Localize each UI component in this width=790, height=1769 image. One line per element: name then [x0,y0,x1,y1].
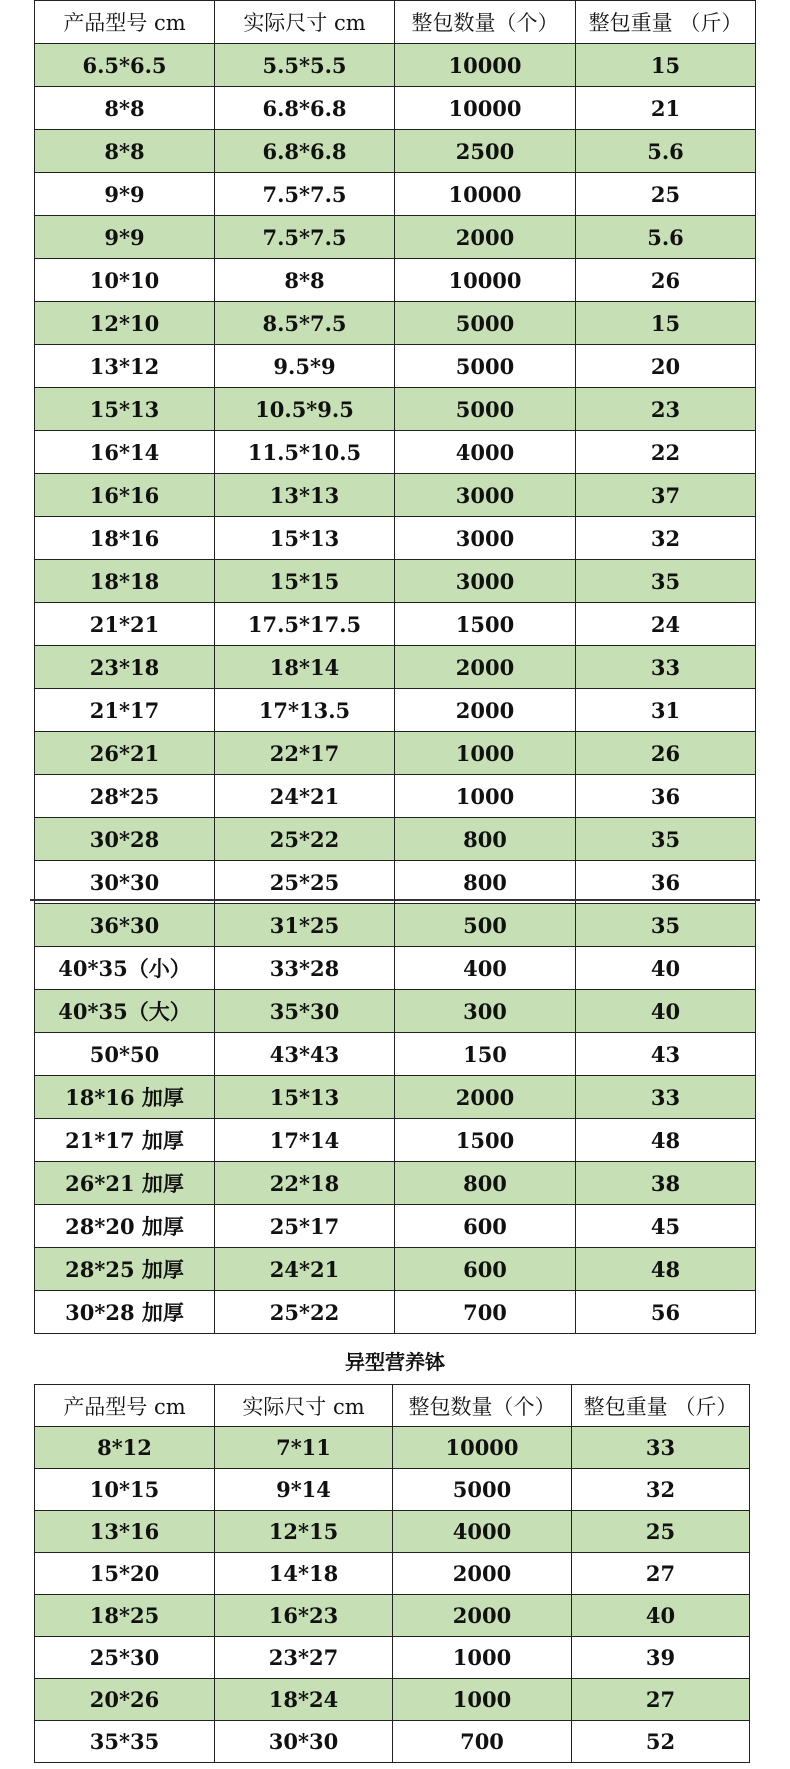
table-cell: 28*25 加厚 [35,1248,215,1291]
table-cell: 22*17 [215,732,395,775]
table-row [35,1511,750,1553]
table-row [35,560,756,603]
table-cell: 17*13.5 [215,689,395,732]
table-cell: 25 [572,1511,750,1553]
table-cell: 30*30 [215,1721,393,1763]
table-cell: 10000 [395,44,576,87]
table-cell: 40*35（大） [35,990,215,1033]
table-cell: 9*9 [35,173,215,216]
table-cell: 26*21 [35,732,215,775]
table-cell: 33*28 [215,947,395,990]
table-cell: 24 [576,603,756,646]
table-cell: 35*30 [215,990,395,1033]
table-cell: 43 [576,1033,756,1076]
table-cell: 14*18 [215,1553,393,1595]
table-cell: 2000 [393,1595,572,1637]
table-cell: 1500 [395,1119,576,1162]
table-cell: 36 [576,775,756,818]
table-cell: 15 [576,302,756,345]
table-row [35,87,756,130]
table-row [35,517,756,560]
table-cell: 10*15 [35,1469,215,1511]
table-cell: 10000 [393,1427,572,1469]
table-cell: 13*13 [215,474,395,517]
table-row [35,1119,756,1162]
table-cell: 700 [395,1291,576,1334]
table-cell: 23*27 [215,1637,393,1679]
table-cell: 56 [576,1291,756,1334]
table-row [35,1679,750,1721]
table-cell: 18*18 [35,560,215,603]
table-cell: 1000 [395,775,576,818]
column-header: 实际尺寸 cm [215,1,395,44]
table-cell: 15*15 [215,560,395,603]
special-shape-table [34,1384,750,1763]
table-cell: 8*8 [215,259,395,302]
table-cell: 45 [576,1205,756,1248]
table-cell: 1000 [393,1637,572,1679]
table-cell: 9.5*9 [215,345,395,388]
table-cell: 40 [576,947,756,990]
table-cell: 25*30 [35,1637,215,1679]
table-row [35,861,756,904]
table-header-row [35,1385,750,1427]
table-cell: 52 [572,1721,750,1763]
table-cell: 31 [576,689,756,732]
table-cell: 400 [395,947,576,990]
table-cell: 17*14 [215,1119,395,1162]
table-cell: 13*16 [35,1511,215,1553]
table-cell: 36 [576,861,756,904]
table-cell: 15*13 [215,517,395,560]
table-row [35,646,756,689]
table-row [35,1248,756,1291]
table-cell: 8*8 [35,130,215,173]
table-cell: 27 [572,1553,750,1595]
table-cell: 40 [572,1595,750,1637]
table-cell: 48 [576,1248,756,1291]
column-header: 产品型号 cm [35,1,215,44]
table-cell: 1500 [395,603,576,646]
column-header: 整包重量 （斤） [576,1,756,44]
table-cell: 7.5*7.5 [215,216,395,259]
table-row [35,1595,750,1637]
table-cell: 4000 [395,431,576,474]
table-cell: 26 [576,732,756,775]
table-cell: 32 [572,1469,750,1511]
table-cell: 40 [576,990,756,1033]
table-row [35,130,756,173]
table-row [35,345,756,388]
table-cell: 15 [576,44,756,87]
special-shape-table-body [35,1385,750,1763]
column-header: 产品型号 cm [35,1385,215,1427]
table-cell: 800 [395,861,576,904]
table-cell: 10.5*9.5 [215,388,395,431]
table-cell: 28*25 [35,775,215,818]
table-cell: 23 [576,388,756,431]
table-cell: 26 [576,259,756,302]
table-row [35,1721,750,1763]
size-table-large [34,903,756,1334]
table-cell: 3000 [395,474,576,517]
table-row [35,947,756,990]
table-row [35,259,756,302]
table-row [35,990,756,1033]
table-header-row [35,1,756,44]
table-cell: 300 [395,990,576,1033]
table-cell: 15*13 [35,388,215,431]
table-row [35,1553,750,1595]
table-cell: 24*21 [215,775,395,818]
table-cell: 6.8*6.8 [215,130,395,173]
table-cell: 40*35（小） [35,947,215,990]
table-cell: 21*21 [35,603,215,646]
table-cell: 21 [576,87,756,130]
table-row [35,1291,756,1334]
table-cell: 30*28 加厚 [35,1291,215,1334]
table-cell: 13*12 [35,345,215,388]
table-cell: 150 [395,1033,576,1076]
table-cell: 1000 [393,1679,572,1721]
table-cell: 43*43 [215,1033,395,1076]
table-cell: 25*22 [215,818,395,861]
table-cell: 21*17 [35,689,215,732]
table-cell: 28*20 加厚 [35,1205,215,1248]
table-cell: 5.5*5.5 [215,44,395,87]
table-cell: 16*16 [35,474,215,517]
table-row [35,1637,750,1679]
table-cell: 30*28 [35,818,215,861]
table-cell: 48 [576,1119,756,1162]
table-row [35,216,756,259]
table-cell: 500 [395,904,576,947]
table-cell: 12*15 [215,1511,393,1553]
table-cell: 35 [576,818,756,861]
table-cell: 27 [572,1679,750,1721]
table-row [35,302,756,345]
table-row [35,818,756,861]
table-cell: 10000 [395,173,576,216]
table-cell: 800 [395,818,576,861]
table-cell: 2000 [395,1076,576,1119]
table-cell: 37 [576,474,756,517]
table-row [35,689,756,732]
table-row [35,732,756,775]
table-cell: 2000 [395,216,576,259]
size-table-main-body [35,1,756,904]
table-cell: 9*9 [35,216,215,259]
table-cell: 35 [576,560,756,603]
table-cell: 22 [576,431,756,474]
table-cell: 38 [576,1162,756,1205]
table-cell: 36*30 [35,904,215,947]
table-cell: 18*16 [35,517,215,560]
table-cell: 800 [395,1162,576,1205]
table-cell: 4000 [393,1511,572,1553]
table-cell: 5.6 [576,130,756,173]
table-cell: 12*10 [35,302,215,345]
section-title: 异型营养钵 [345,1350,445,1374]
table-row [35,775,756,818]
table-row [35,1162,756,1205]
table-cell: 18*14 [215,646,395,689]
table-cell: 24*21 [215,1248,395,1291]
table-cell: 39 [572,1637,750,1679]
table-cell: 25*22 [215,1291,395,1334]
table-cell: 21*17 加厚 [35,1119,215,1162]
table-cell: 8*8 [35,87,215,130]
table-cell: 20*26 [35,1679,215,1721]
table-cell: 20 [576,345,756,388]
table-row [35,1427,750,1469]
table-cell: 33 [576,1076,756,1119]
table-cell: 2500 [395,130,576,173]
table-cell: 5000 [395,302,576,345]
table-cell: 2000 [395,689,576,732]
table-cell: 18*24 [215,1679,393,1721]
table-cell: 26*21 加厚 [35,1162,215,1205]
table-cell: 18*25 [35,1595,215,1637]
table-cell: 9*14 [215,1469,393,1511]
table-row [35,904,756,947]
table-row [35,1205,756,1248]
table-cell: 5000 [393,1469,572,1511]
table-row [35,44,756,87]
column-header: 实际尺寸 cm [215,1385,393,1427]
table-cell: 32 [576,517,756,560]
table-cell: 10000 [395,87,576,130]
table-cell: 8.5*7.5 [215,302,395,345]
table-cell: 35 [576,904,756,947]
table-cell: 25 [576,173,756,216]
table-cell: 33 [572,1427,750,1469]
table-cell: 1000 [395,732,576,775]
table-cell: 2000 [393,1553,572,1595]
table-row [35,431,756,474]
table-cell: 600 [395,1248,576,1291]
table-cell: 3000 [395,517,576,560]
table-cell: 5000 [395,388,576,431]
table-cell: 16*14 [35,431,215,474]
size-table-main [34,0,756,904]
table-cell: 2000 [395,646,576,689]
table-cell: 11.5*10.5 [215,431,395,474]
table-cell: 31*25 [215,904,395,947]
table-row [35,388,756,431]
column-header: 整包重量 （斤） [572,1385,750,1427]
table-cell: 30*30 [35,861,215,904]
table-cell: 25*17 [215,1205,395,1248]
table-cell: 15*20 [35,1553,215,1595]
table-cell: 25*25 [215,861,395,904]
table-cell: 5000 [395,345,576,388]
size-table-large-body [35,904,756,1334]
table-cell: 17.5*17.5 [215,603,395,646]
table-cell: 600 [395,1205,576,1248]
table-row [35,474,756,517]
table-cell: 10000 [395,259,576,302]
table-cell: 6.8*6.8 [215,87,395,130]
table-cell: 16*23 [215,1595,393,1637]
table-cell: 15*13 [215,1076,395,1119]
table-cell: 33 [576,646,756,689]
table-cell: 18*16 加厚 [35,1076,215,1119]
table-row [35,1469,750,1511]
table-row [35,603,756,646]
table-cell: 35*35 [35,1721,215,1763]
table-cell: 7*11 [215,1427,393,1469]
column-header: 整包数量（个） [395,1,576,44]
table-cell: 7.5*7.5 [215,173,395,216]
table-cell: 50*50 [35,1033,215,1076]
table-cell: 8*12 [35,1427,215,1469]
table-cell: 3000 [395,560,576,603]
column-header: 整包数量（个） [393,1385,572,1427]
table-row [35,1076,756,1119]
table-row [35,1033,756,1076]
table-cell: 700 [393,1721,572,1763]
table-row [35,173,756,216]
table-cell: 5.6 [576,216,756,259]
table-divider [30,899,760,901]
table-cell: 10*10 [35,259,215,302]
table-cell: 22*18 [215,1162,395,1205]
table-cell: 6.5*6.5 [35,44,215,87]
table-cell: 23*18 [35,646,215,689]
